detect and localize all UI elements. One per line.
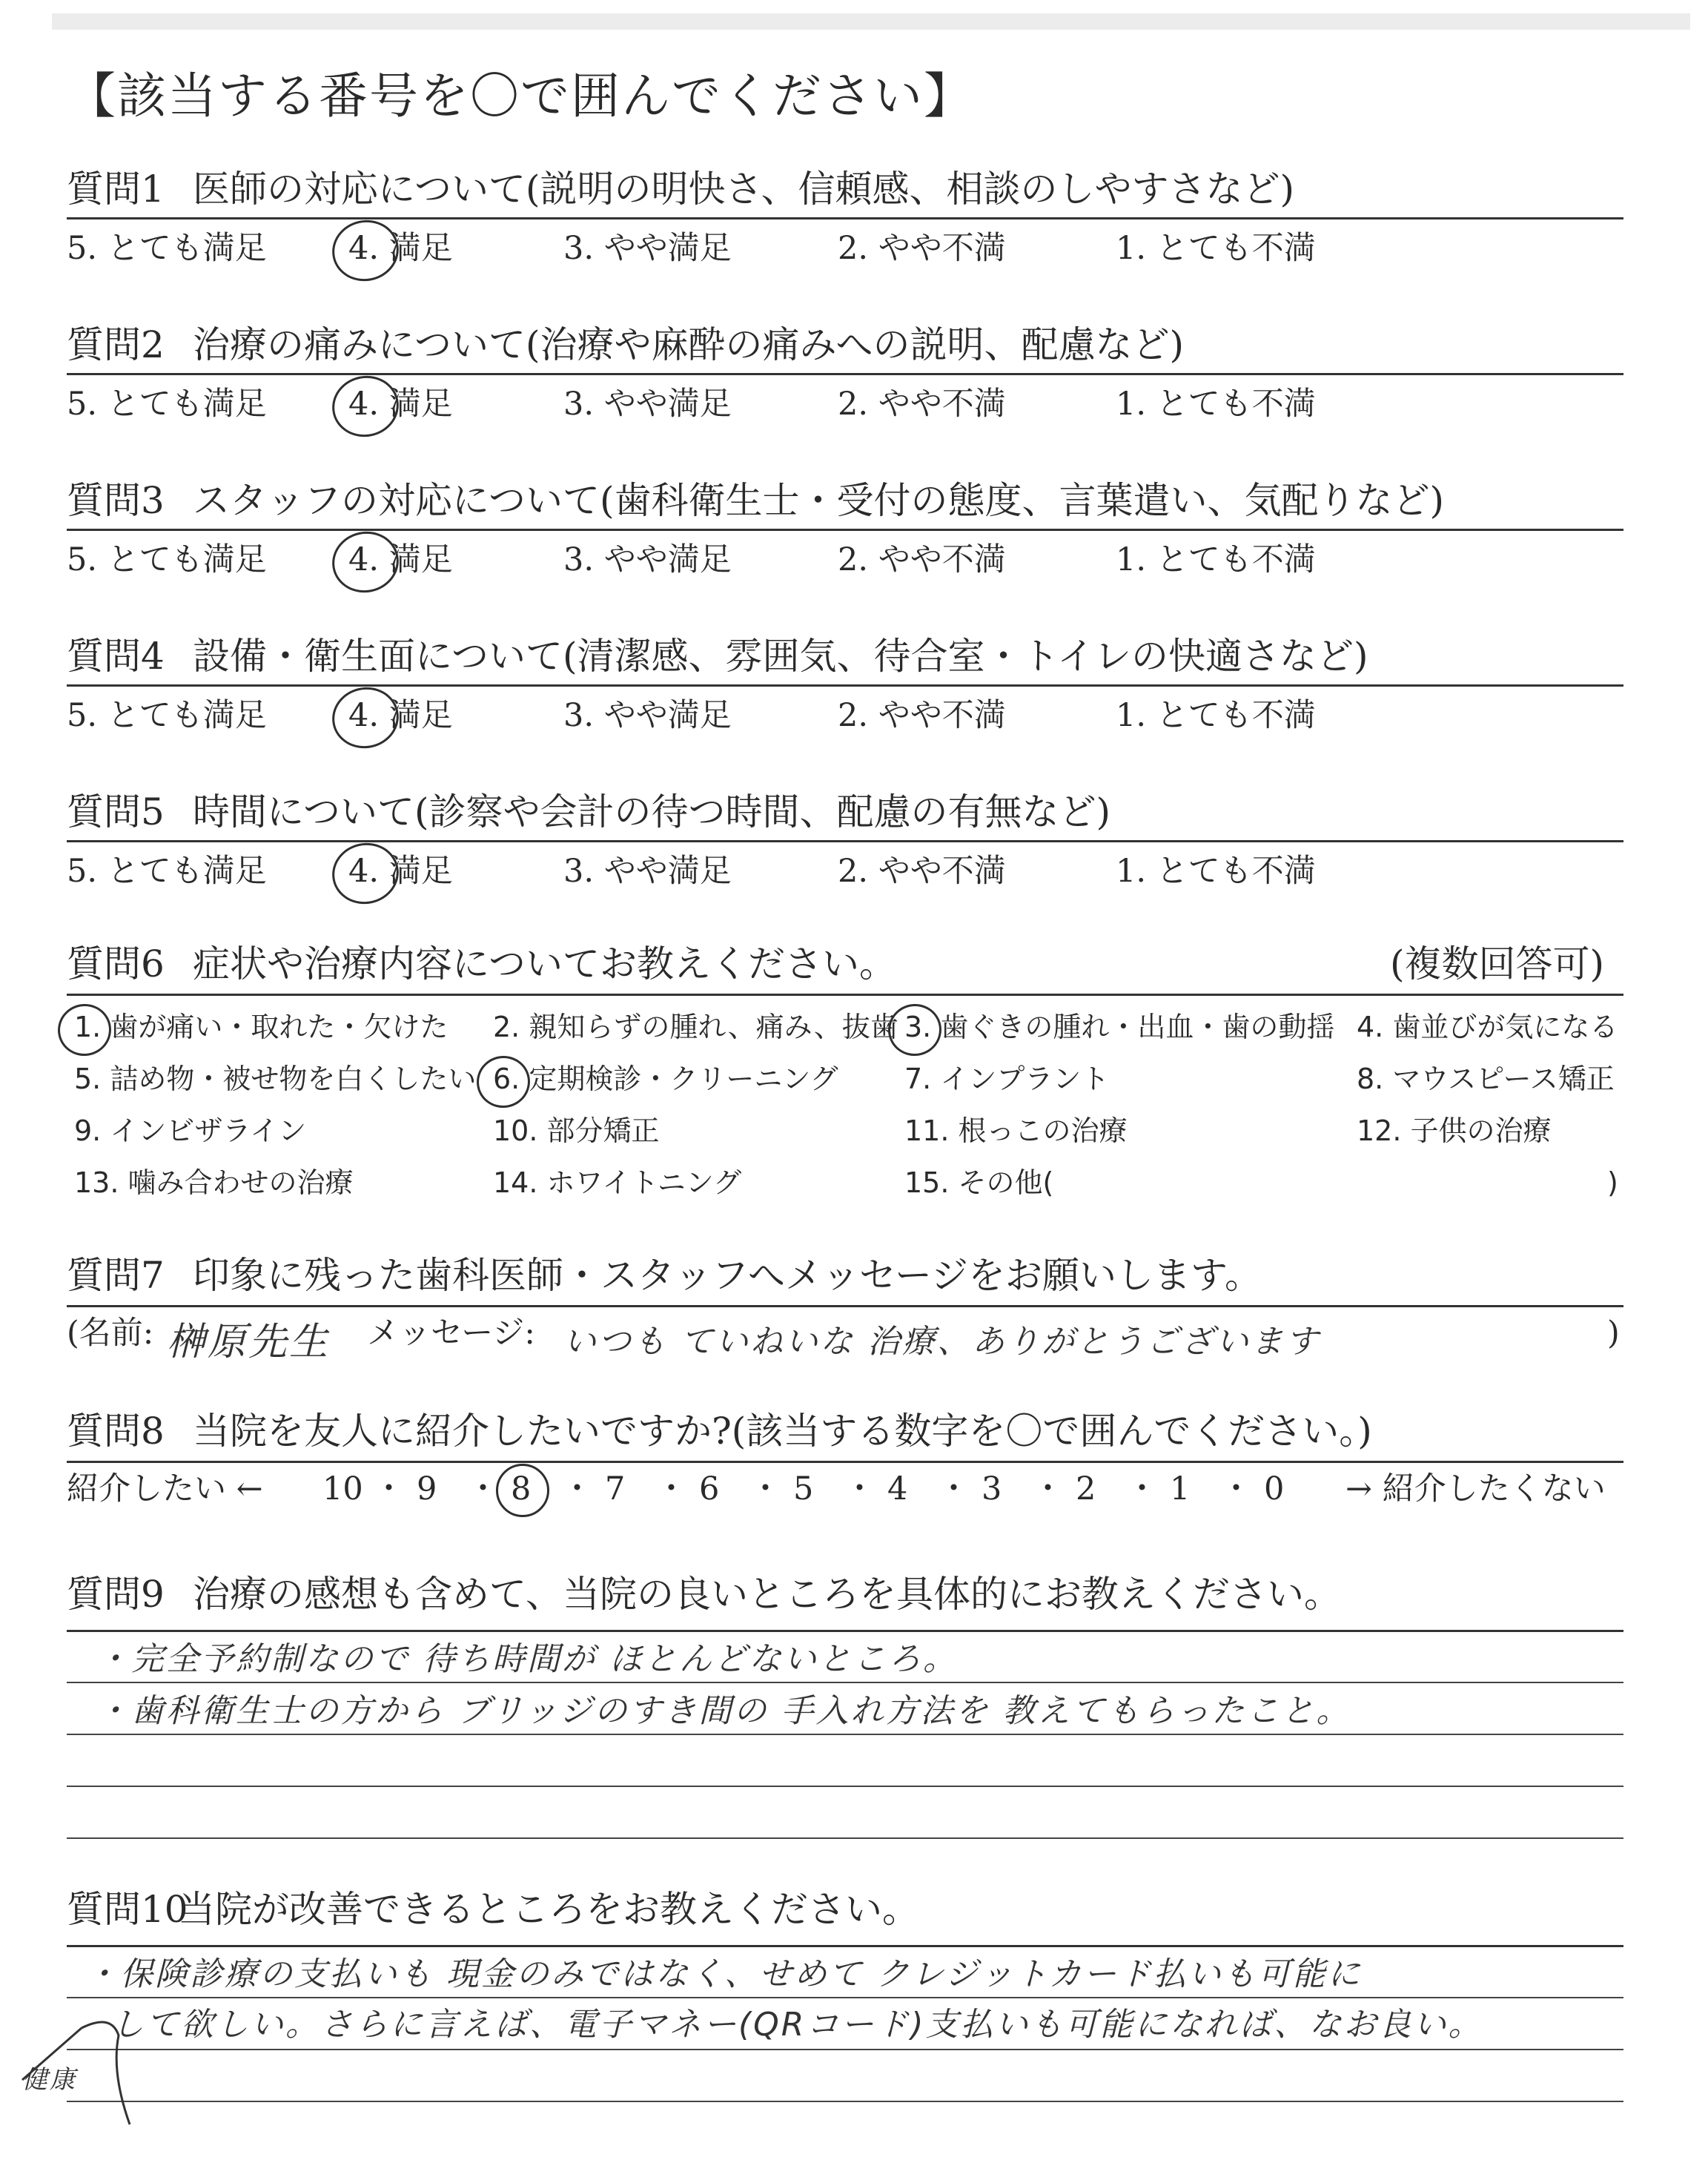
rating-option[interactable]: 5. とても満足 <box>67 541 267 578</box>
message-handwritten: いつも ていねいな 治療、ありがとうございます <box>563 1323 1320 1361</box>
selected-circle-mark <box>326 214 404 288</box>
question-title <box>67 323 1184 367</box>
question-title <box>67 1887 919 1932</box>
question-title <box>67 478 1444 523</box>
rating-option[interactable]: 4. 満足 <box>348 853 453 890</box>
scale-number[interactable]: 3 <box>982 1470 1002 1507</box>
scale-separator: ・ <box>373 1470 405 1507</box>
underline <box>67 1305 1623 1307</box>
other-close-paren: ) <box>1607 1166 1618 1199</box>
question-text: 時間について(診察や会計の待つ時間、配慮の有無など) <box>193 790 1111 833</box>
scale-number[interactable]: 7 <box>605 1470 626 1507</box>
question-number: 質問4 <box>67 635 165 678</box>
scale-separator: ・ <box>1032 1470 1064 1507</box>
answer-line <box>67 2049 1623 2050</box>
answer-line <box>67 1945 1623 1947</box>
symptom-option[interactable]: 11. 根っこの治療 <box>904 1114 1128 1147</box>
symptom-option[interactable]: 1. 歯が痛い・取れた・欠けた <box>74 1011 448 1043</box>
answer-handwritten: ・保険診療の支払いも 現金のみではなく、せめて クレジットカード払いも可能に <box>85 1955 1363 1993</box>
scale-separator: ・ <box>749 1470 781 1507</box>
symptom-option[interactable]: 14. ホワイトニング <box>493 1166 742 1199</box>
rating-option[interactable]: 1. とても不満 <box>1116 230 1316 267</box>
question-text: 医師の対応について(説明の明快さ、信頼感、相談のしやすさなど) <box>193 168 1295 211</box>
symptom-option[interactable]: 3. 歯ぐきの腫れ・出血・歯の動揺 <box>904 1011 1335 1043</box>
rating-option[interactable]: 1. とても不満 <box>1116 697 1316 734</box>
selected-circle-mark <box>326 370 404 443</box>
rating-option[interactable]: 3. やや満足 <box>563 386 732 423</box>
rating-option[interactable]: 5. とても満足 <box>67 386 267 423</box>
question-text: 当院が改善できるところをお教えください。 <box>178 1888 919 1931</box>
answer-line <box>67 1630 1623 1632</box>
scale-separator: ・ <box>938 1470 970 1507</box>
rating-option[interactable]: 3. やや満足 <box>563 697 732 734</box>
recommend-scale <box>0 1470 1708 1514</box>
symptom-option[interactable]: 5. 詰め物・被せ物を白くしたい <box>74 1063 477 1095</box>
question-title <box>67 634 1368 678</box>
underline <box>67 684 1623 687</box>
multiple-answer-note: (複数回答可) <box>1389 942 1604 985</box>
question-title <box>67 942 896 986</box>
rating-option[interactable]: 1. とても不満 <box>1116 853 1316 890</box>
rating-option[interactable]: 4. 満足 <box>348 386 453 423</box>
underline <box>67 217 1623 219</box>
answer-handwritten: して欲しい。さらに言えば、電子マネー(QRコード)支払いも可能になれば、なお良い。 <box>111 2006 1483 2044</box>
answer-handwritten: ・歯科衛生士の方から ブリッジのすき間の 手入れ方法を 教えてもらったこと。 <box>96 1692 1351 1730</box>
question-title <box>67 1572 1341 1616</box>
scale-number[interactable]: 1 <box>1170 1470 1191 1507</box>
underline <box>67 994 1623 996</box>
rating-option[interactable]: 1. とても不満 <box>1116 386 1316 423</box>
symptom-option[interactable]: 15. その他( <box>904 1166 1054 1199</box>
question-title <box>67 1253 1262 1298</box>
answer-line <box>67 1997 1623 1998</box>
question-title <box>67 1409 1372 1453</box>
page-heading: 【該当する番号を〇で囲んでください】 <box>67 67 974 125</box>
answer-line <box>67 1682 1623 1683</box>
question-text: スタッフの対応について(歯科衛生士・受付の態度、言葉遣い、気配りなど) <box>193 479 1445 522</box>
question-text: 設備・衛生面について(清潔感、雰囲気、待合室・トイレの快適さなど) <box>193 635 1368 678</box>
symptom-option[interactable]: 8. マウスピース矯正 <box>1357 1063 1615 1095</box>
symptom-option[interactable]: 12. 子供の治療 <box>1357 1114 1552 1147</box>
scale-number[interactable]: 10 <box>322 1470 363 1507</box>
question-title <box>67 167 1294 211</box>
symptom-option[interactable]: 2. 親知らずの腫れ、痛み、抜歯 <box>493 1011 898 1043</box>
scale-separator: ・ <box>655 1470 687 1507</box>
answer-line <box>67 1734 1623 1735</box>
question-number: 質問6 <box>67 942 165 985</box>
question-text: 治療の感想も含めて、当院の良いところを具体的にお教えください。 <box>193 1573 1341 1616</box>
selected-circle-mark <box>326 837 404 911</box>
rating-option[interactable]: 2. やや不満 <box>838 697 1006 734</box>
answer-line <box>67 2101 1623 2102</box>
rating-option[interactable]: 4. 満足 <box>348 541 453 578</box>
scale-separator: ・ <box>467 1470 499 1507</box>
underline <box>67 529 1623 531</box>
close-paren: ) <box>1607 1315 1620 1352</box>
scale-number[interactable]: 9 <box>417 1470 437 1507</box>
answer-line <box>67 1786 1623 1787</box>
underline <box>67 1461 1623 1463</box>
question-number: 質問2 <box>67 323 165 366</box>
question-text: 症状や治療内容についてお教えください。 <box>193 942 896 985</box>
question-number: 質問9 <box>67 1573 165 1616</box>
rating-option[interactable]: 3. やや満足 <box>563 853 732 890</box>
underline <box>67 373 1623 375</box>
rating-option[interactable]: 2. やや不満 <box>838 230 1006 267</box>
question-number: 質問1 <box>67 168 165 211</box>
rating-option[interactable]: 3. やや満足 <box>563 230 732 267</box>
question-text: 印象に残った歯科医師・スタッフへメッセージをお願いします。 <box>193 1254 1262 1297</box>
rating-option[interactable]: 1. とても不満 <box>1116 541 1316 578</box>
scale-number[interactable]: 4 <box>887 1470 908 1507</box>
scale-separator: ・ <box>1126 1470 1158 1507</box>
question-text: 治療の痛みについて(治療や麻酔の痛みへの説明、配慮など) <box>193 323 1185 366</box>
scale-right-label: → 紹介したくない <box>1345 1470 1606 1507</box>
question-number: 質問5 <box>67 790 165 833</box>
scale-separator: ・ <box>1220 1470 1252 1507</box>
selected-circle-mark <box>496 1464 549 1517</box>
scale-separator: ・ <box>844 1470 875 1507</box>
symptom-option[interactable]: 6. 定期検診・クリーニング <box>493 1063 838 1095</box>
answer-handwritten: ・完全予約制なので 待ち時間が ほとんどないところ。 <box>96 1640 958 1678</box>
scan-edge <box>52 13 1690 30</box>
answer-line <box>67 1837 1623 1839</box>
rating-option[interactable]: 2. やや不満 <box>838 853 1006 890</box>
scale-number[interactable]: 5 <box>793 1470 814 1507</box>
rating-option[interactable]: 5. とても満足 <box>67 853 267 890</box>
question-title <box>67 790 1110 834</box>
rating-option[interactable]: 2. やや不満 <box>838 386 1006 423</box>
scale-separator: ・ <box>561 1470 593 1507</box>
question-text: 当院を友人に紹介したいですか?(該当する数字を〇で囲んでください。) <box>193 1410 1372 1453</box>
scale-number[interactable]: 2 <box>1076 1470 1096 1507</box>
selected-circle-mark <box>326 526 404 599</box>
rating-option[interactable]: 4. 満足 <box>348 230 453 267</box>
name-label: (名前: <box>67 1315 154 1352</box>
scale-number[interactable]: 8 <box>511 1470 532 1507</box>
rating-option[interactable]: 4. 満足 <box>348 697 453 734</box>
scale-left-label: 紹介したい ← <box>67 1470 263 1507</box>
symptom-option[interactable]: 4. 歯並びが気になる <box>1357 1011 1618 1043</box>
rating-option[interactable]: 3. やや満足 <box>563 541 732 578</box>
name-handwritten: 榊原先生 <box>167 1320 331 1364</box>
rating-option[interactable]: 5. とても満足 <box>67 697 267 734</box>
selected-circle-mark <box>326 681 404 755</box>
rating-option[interactable]: 5. とても満足 <box>67 230 267 267</box>
symptom-option[interactable]: 13. 噛み合わせの治療 <box>74 1166 354 1199</box>
margin-note: 健康 <box>22 2065 77 2095</box>
margin-arrow-mark <box>0 1954 148 2147</box>
question-number: 質問3 <box>67 479 165 522</box>
question-number: 質問8 <box>67 1410 165 1453</box>
symptom-option[interactable]: 9. インビザライン <box>74 1114 307 1147</box>
symptom-option[interactable]: 7. インプラント <box>904 1063 1110 1095</box>
message-label: メッセージ: <box>367 1315 535 1352</box>
underline <box>67 840 1623 842</box>
scale-number[interactable]: 0 <box>1264 1470 1285 1507</box>
question-number: 質問10 <box>67 1888 188 1931</box>
question-number: 質問7 <box>67 1254 165 1297</box>
scale-number[interactable]: 6 <box>699 1470 720 1507</box>
symptom-option[interactable]: 10. 部分矯正 <box>493 1114 660 1147</box>
rating-option[interactable]: 2. やや不満 <box>838 541 1006 578</box>
